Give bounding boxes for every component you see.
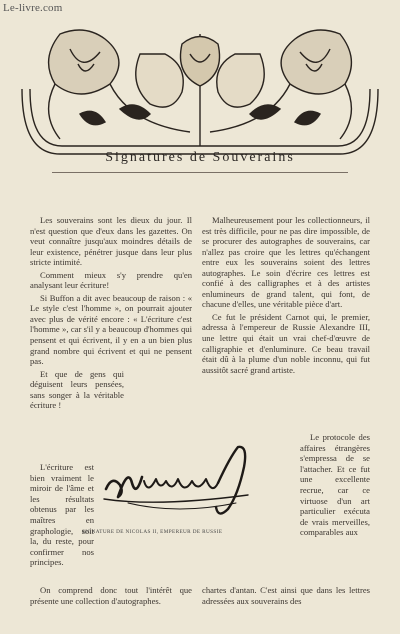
paragraph: Si Buffon a dit avec beaucoup de raison : « Le style c'est l'homme », on pourrait ajouter avec plus de vérité encore : « L'écriture c'est l'homme », car s'il y a beaucoup d'hommes qui pensent et qui écrivent, il y en a un bien plus grand nombre qui écrivent et qui ne pensent pas. xyxy=(30,292,192,367)
right-narrow-column xyxy=(300,432,370,540)
left-narrow-column xyxy=(30,462,94,570)
signature-image xyxy=(98,437,256,523)
paragraph: L'écriture est bien vraiment le miroir de l'âme et les résultats obtenus par les maîtres en graphologie, soit la, du reste, pour confirmer nos principes. xyxy=(30,462,94,568)
left-column xyxy=(30,215,192,413)
paragraph: On comprend donc tout l'intérêt que présente une collection d'autographes. xyxy=(30,585,192,606)
signature-caption: SIGNATURE DE NICOLAS II, EMPEREUR DE RUSSIE xyxy=(82,529,223,535)
paragraph: Comment mieux s'y prendre qu'en analysant leur écriture! xyxy=(30,269,192,291)
paragraph: Malheureusement pour les collectionneurs, il est très difficile, pour ne pas dire impossible, de se procurer des autographes de souverains, car n'allez pas croire que les lettres qu'échangent entre eux les souverains soient des lettres autographes. Le soin d'écrire ces lettres est confié à des calligraphes et à des artistes enlumineurs de grand talent, qui font, de chacune d'elles, une véritable pièce d'art. xyxy=(202,215,370,310)
right-column xyxy=(202,215,370,377)
floral-ornament xyxy=(0,14,400,164)
right-bottom-column xyxy=(202,585,370,608)
paragraph: chartes d'antan. C'est ainsi que dans les lettres adressées aux souverains des xyxy=(202,585,370,606)
paragraph: Le protocole des affaires étrangères s'empressa de se l'attacher. Et ce fut une excellente recrue, car ce virtuose d'un art particulier exécuta de vrais merveilles, comparables aux xyxy=(300,432,370,538)
watermark: Le-livre.com xyxy=(3,2,63,14)
article-title: Signatures de Souverains xyxy=(105,150,295,165)
title-underline xyxy=(52,172,348,173)
left-bottom-column xyxy=(30,585,192,608)
paragraph: Ce fut le président Carnot qui, le premier, adressa à l'empereur de Russie Alexandre III, une lettre qui était un vrai chef-d'œuvre de calligraphie et d'enluminure. Ce beau travail était dû à la plume d'un noble inconnu, qui fut aussitôt sacré grand artiste. xyxy=(202,311,370,375)
paragraph: Les souverains sont les dieux du jour. Il n'est question que d'eux dans les gazettes. On veut connaître jusqu'aux moindres détails de leur existence, pénétrer jusque dans leur plus stricte intimité. xyxy=(30,215,192,268)
paragraph: Et que de gens qui déguisent leurs pensées, sans songer à la véritable écriture ! xyxy=(30,368,124,411)
